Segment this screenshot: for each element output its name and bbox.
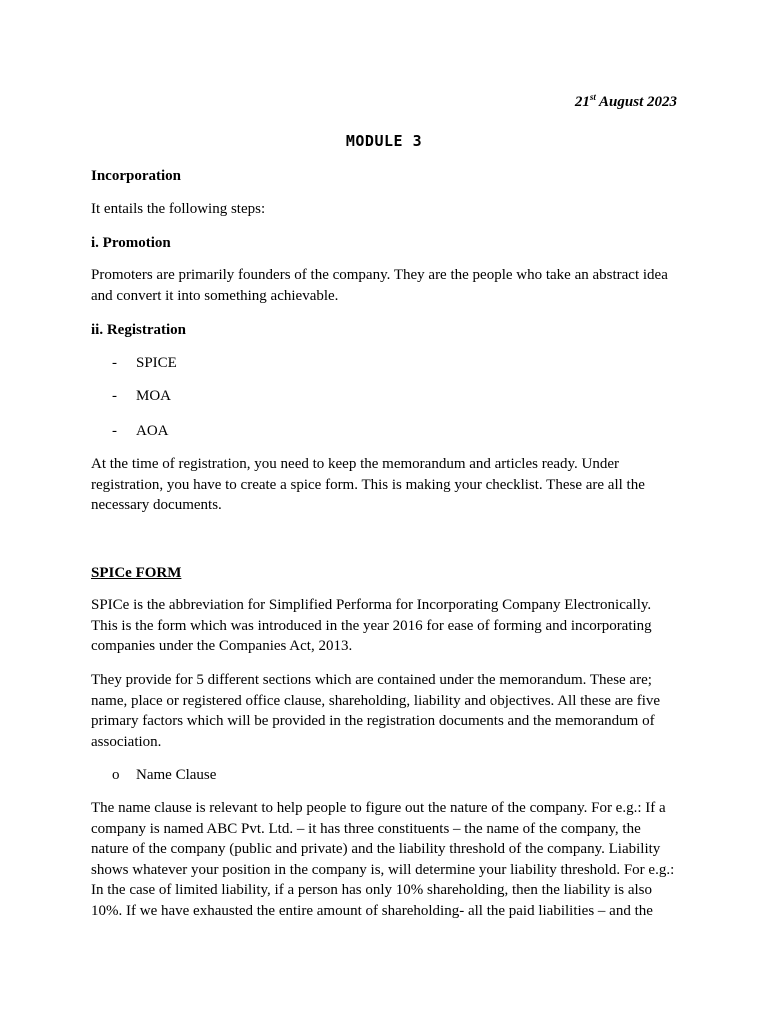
spice-paragraph [91, 595, 691, 657]
paragraph-line: SPICe is the abbreviation for Simplified Performa for Incorporating Company Electronically. [91, 597, 652, 613]
dash-marker: - [112, 423, 117, 439]
paragraph-line: companies under the Companies Act, 2013. [91, 638, 353, 654]
list-item-text: SPICE [136, 355, 177, 371]
dash-marker: - [112, 388, 117, 404]
dash-marker: - [112, 355, 117, 371]
registration-heading: ii. Registration [91, 322, 186, 338]
paragraph-line: primary factors which will be provided in the registration documents and the memorandum of [91, 713, 655, 729]
paragraph-line: Promoters are primarily founders of the company. They are the people who take an abstract idea [91, 267, 668, 283]
list-item [112, 386, 171, 406]
list-item [112, 421, 169, 441]
sections-paragraph [91, 670, 691, 752]
date-day: 21 [574, 94, 590, 110]
promotion-paragraph [91, 265, 691, 306]
date-month-year: August 2023 [595, 94, 677, 110]
paragraph-line: company is named ABC Pvt. Ltd. – it has three constituents – the name of the company, the [91, 820, 641, 837]
date-suffix: st [589, 92, 596, 102]
module-title: MODULE 3 [345, 132, 423, 150]
list-item-text: AOA [136, 423, 169, 439]
paragraph-line: The name clause is relevant to help people to figure out the nature of the company. For e.g.: If a [91, 800, 666, 816]
spice-form-heading: SPICe FORM [91, 565, 182, 581]
paragraph-line: This is the form which was introduced in the year 2016 for ease of forming and incorporating [91, 617, 652, 634]
list-item-text: Name Clause [136, 767, 217, 783]
paragraph-line: and convert it into something achievable. [91, 287, 339, 304]
paragraph-line: They provide for 5 different sections which are contained under the memorandum. These are; [91, 672, 652, 688]
paragraph-line: In the case of limited liability, if a person has only 10% shareholding, then the liability is also [91, 882, 652, 898]
paragraph-line: association. [91, 733, 162, 750]
registration-paragraph [91, 454, 691, 516]
paragraph-line: shows whatever your position in the company is, will determine your liability threshold. For e.g.: [91, 861, 675, 878]
paragraph-line: name, place or registered office clause, shareholding, liability and objectives. All these are five [91, 692, 661, 709]
paragraph-line: At the time of registration, you need to keep the memorandum and articles ready. Under [91, 456, 620, 472]
list-item [112, 765, 216, 785]
name-clause-paragraph [91, 798, 691, 921]
paragraph-line: nature of the company (public and private) and the liability threshold of the company. Liability [91, 841, 661, 857]
list-item [112, 353, 177, 373]
incorporation-intro [91, 199, 691, 220]
paragraph-line: 10%. If we have exhausted the entire amount of shareholding- all the paid liabilities – and the [91, 902, 653, 919]
paragraph-line: It entails the following steps: [91, 201, 266, 217]
circle-bullet-marker: o [112, 767, 120, 783]
promotion-heading: i. Promotion [91, 235, 171, 251]
paragraph-line: necessary documents. [91, 497, 222, 513]
paragraph-line: registration, you have to create a spice form. This is making your checklist. These are all the [91, 476, 645, 493]
incorporation-heading: Incorporation [91, 168, 181, 184]
document-date [575, 92, 677, 112]
list-item-text: MOA [136, 388, 172, 404]
